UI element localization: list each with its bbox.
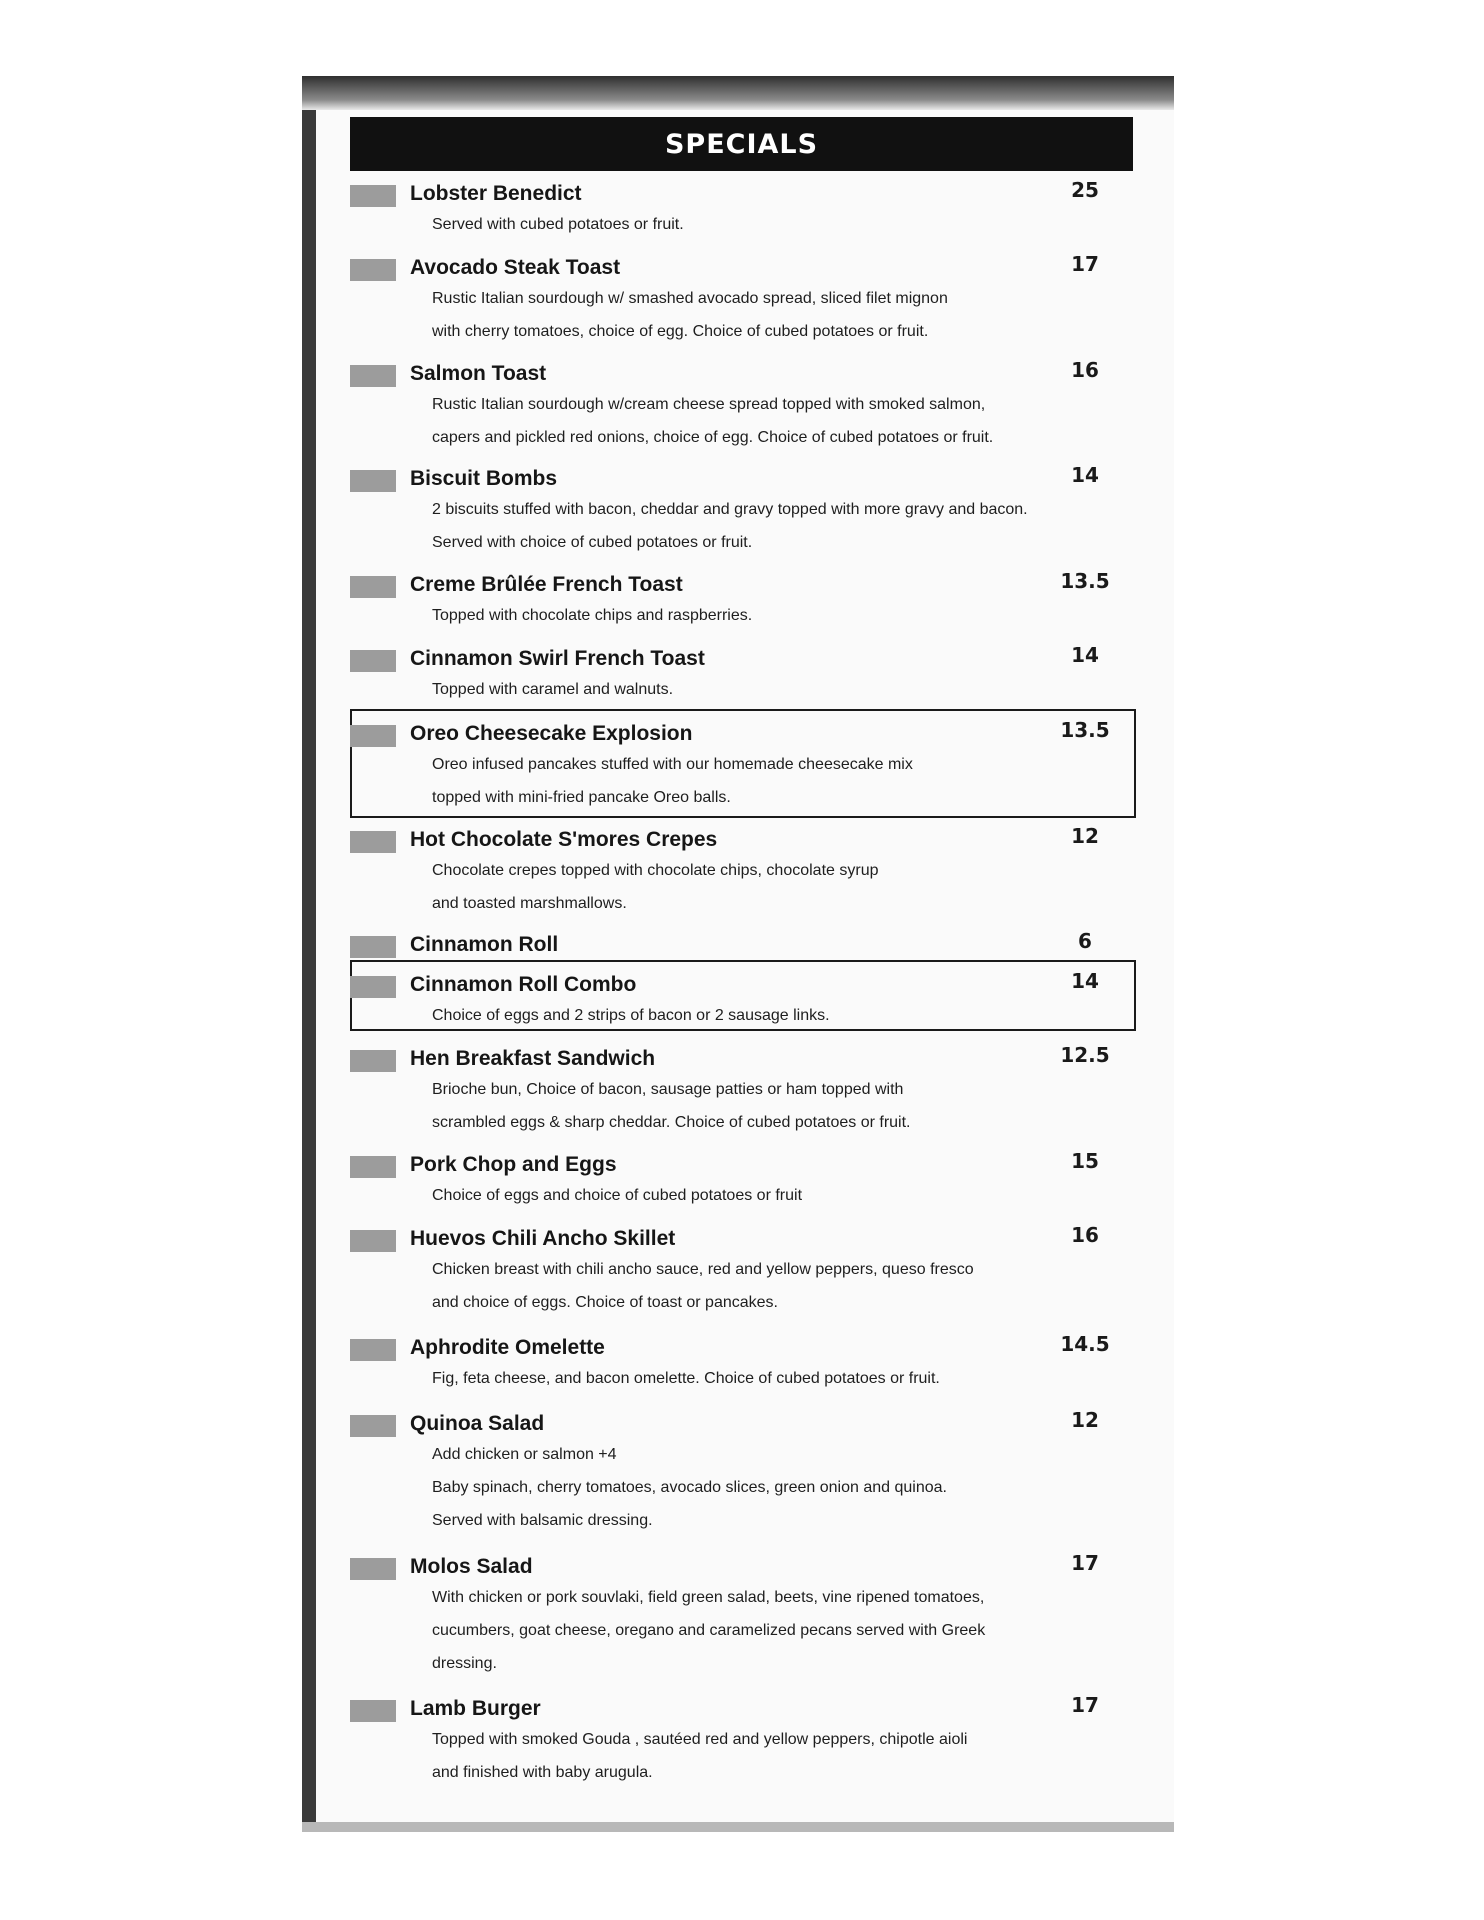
item-price: 14	[1071, 463, 1099, 487]
item-description: 2 biscuits stuffed with bacon, cheddar and gravy topped with more gravy and bacon.	[432, 501, 1028, 518]
item-description: Rustic Italian sourdough w/cream cheese spread topped with smoked salmon,	[432, 396, 986, 413]
item-description: Fig, feta cheese, and bacon omelette. Choice of cubed potatoes or fruit.	[432, 1370, 940, 1387]
item-marker	[350, 365, 396, 387]
item-name: Lobster Benedict	[410, 182, 582, 205]
item-marker	[350, 576, 396, 598]
item-price: 14	[1071, 969, 1099, 993]
item-name: Cinnamon Swirl French Toast	[410, 647, 705, 670]
item-description: cucumbers, goat cheese, oregano and caramelized pecans served with Greek	[432, 1622, 986, 1639]
item-description: and toasted marshmallows.	[432, 895, 627, 912]
item-marker	[350, 1230, 396, 1252]
item-marker	[350, 185, 396, 207]
item-description: Baby spinach, cherry tomatoes, avocado slices, green onion and quinoa.	[432, 1479, 947, 1496]
item-marker	[350, 976, 396, 998]
item-description: and finished with baby arugula.	[432, 1764, 653, 1781]
item-description: Oreo infused pancakes stuffed with our homemade cheesecake mix	[432, 756, 913, 773]
item-name: Creme Brûlée French Toast	[410, 573, 683, 596]
item-marker	[350, 650, 396, 672]
item-marker	[350, 470, 396, 492]
item-price: 12	[1071, 824, 1099, 848]
item-description: capers and pickled red onions, choice of egg. Choice of cubed potatoes or fruit.	[432, 429, 994, 446]
item-price: 16	[1071, 358, 1099, 382]
item-name: Salmon Toast	[410, 362, 547, 385]
item-marker	[350, 1558, 396, 1580]
item-description: scrambled eggs & sharp cheddar. Choice of cubed potatoes or fruit.	[432, 1114, 911, 1131]
item-name: Pork Chop and Eggs	[410, 1153, 617, 1176]
item-price: 15	[1071, 1149, 1099, 1173]
item-price: 16	[1071, 1223, 1099, 1247]
item-marker	[350, 936, 396, 958]
item-description: Topped with smoked Gouda , sautéed red and yellow peppers, chipotle aioli	[432, 1731, 968, 1748]
item-name: Cinnamon Roll Combo	[410, 973, 637, 996]
item-name: Cinnamon Roll	[410, 933, 559, 956]
item-price: 17	[1071, 1551, 1099, 1575]
item-description: with cherry tomatoes, choice of egg. Choice of cubed potatoes or fruit.	[432, 323, 929, 340]
item-marker	[350, 259, 396, 281]
item-marker	[350, 1700, 396, 1722]
sheet-bottom-edge	[302, 1822, 1174, 1832]
item-price: 17	[1071, 252, 1099, 276]
item-name: Hot Chocolate S'mores Crepes	[410, 828, 718, 851]
item-description: Topped with caramel and walnuts.	[432, 681, 674, 698]
item-description: Served with cubed potatoes or fruit.	[432, 216, 684, 233]
item-marker	[350, 831, 396, 853]
specials-header	[350, 117, 1133, 171]
item-name: Hen Breakfast Sandwich	[410, 1047, 656, 1070]
item-description: Chocolate crepes topped with chocolate chips, chocolate syrup	[432, 862, 879, 879]
sheet-top-shadow	[302, 76, 1174, 110]
item-description: topped with mini-fried pancake Oreo balls.	[432, 789, 731, 806]
item-description: Chicken breast with chili ancho sauce, red and yellow peppers, queso fresco	[432, 1261, 974, 1278]
item-price: 6	[1078, 929, 1092, 953]
specials-title: SPECIALS	[664, 128, 819, 160]
item-name: Oreo Cheesecake Explosion	[410, 722, 693, 745]
item-marker	[350, 1050, 396, 1072]
item-price: 12	[1071, 1408, 1099, 1432]
item-description: With chicken or pork souvlaki, field green salad, beets, vine ripened tomatoes,	[432, 1589, 985, 1606]
item-name: Huevos Chili Ancho Skillet	[410, 1227, 676, 1250]
item-marker	[350, 1415, 396, 1437]
item-description: Choice of eggs and choice of cubed potatoes or fruit	[432, 1187, 803, 1204]
item-price: 13.5	[1060, 718, 1110, 742]
item-price: 14	[1071, 643, 1099, 667]
item-name: Lamb Burger	[410, 1697, 541, 1720]
item-price: 17	[1071, 1693, 1099, 1717]
item-description: Served with balsamic dressing.	[432, 1512, 653, 1529]
item-marker	[350, 1156, 396, 1178]
item-description: Brioche bun, Choice of bacon, sausage patties or ham topped with	[432, 1081, 904, 1098]
item-description: dressing.	[432, 1655, 497, 1672]
item-name: Molos Salad	[410, 1555, 533, 1578]
item-description: Topped with chocolate chips and raspberries.	[432, 607, 753, 624]
item-marker	[350, 725, 396, 747]
item-description: and choice of eggs. Choice of toast or pancakes.	[432, 1294, 778, 1311]
item-name: Quinoa Salad	[410, 1412, 545, 1435]
item-price: 25	[1071, 178, 1099, 202]
item-name: Aphrodite Omelette	[410, 1336, 605, 1359]
item-price: 12.5	[1060, 1043, 1110, 1067]
item-description: Add chicken or salmon +4	[432, 1446, 617, 1463]
item-price: 13.5	[1060, 569, 1110, 593]
item-description: Choice of eggs and 2 strips of bacon or 2 sausage links.	[432, 1007, 830, 1024]
item-description: Served with choice of cubed potatoes or fruit.	[432, 534, 753, 551]
item-description: Rustic Italian sourdough w/ smashed avocado spread, sliced filet mignon	[432, 290, 948, 307]
item-name: Biscuit Bombs	[410, 467, 558, 490]
item-name: Avocado Steak Toast	[410, 256, 621, 279]
item-price: 14.5	[1060, 1332, 1110, 1356]
item-marker	[350, 1339, 396, 1361]
